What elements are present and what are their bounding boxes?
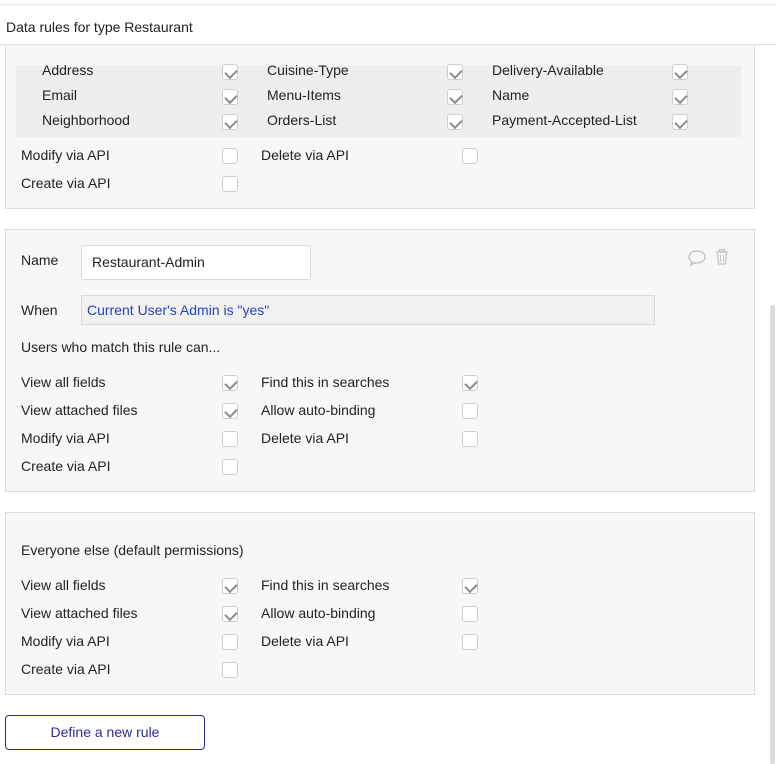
field-checkbox-delivery-available[interactable] xyxy=(672,64,688,80)
field-checkbox-address[interactable] xyxy=(222,64,238,80)
top-delete-api-checkbox[interactable] xyxy=(462,148,478,164)
define-new-rule-button[interactable]: Define a new rule xyxy=(5,715,205,750)
scrollbar-thumb[interactable] xyxy=(770,305,775,764)
admin-create-api-checkbox[interactable] xyxy=(222,459,238,475)
field-checkbox-cuisine-type[interactable] xyxy=(447,64,463,80)
field-label-delivery-available: Delivery-Available xyxy=(492,62,604,78)
field-checkbox-menu-items[interactable] xyxy=(447,89,463,105)
admin-delete-api-label: Delete via API xyxy=(261,430,349,446)
rule-name-input[interactable]: Restaurant-Admin xyxy=(81,245,311,280)
admin-view-all-checkbox[interactable] xyxy=(222,375,238,391)
default-modify-api-label: Modify via API xyxy=(21,633,110,649)
field-label-payment-accepted-list: Payment-Accepted-List xyxy=(492,112,637,128)
field-checkbox-name[interactable] xyxy=(672,89,688,105)
default-delete-api-label: Delete via API xyxy=(261,633,349,649)
name-label: Name xyxy=(21,252,59,268)
field-checkbox-neighborhood[interactable] xyxy=(222,114,238,130)
admin-view-files-label: View attached files xyxy=(21,402,138,418)
top-modify-api-checkbox[interactable] xyxy=(222,148,238,164)
admin-modify-api-checkbox[interactable] xyxy=(222,431,238,447)
default-find-searches-checkbox[interactable] xyxy=(462,578,478,594)
field-checkbox-payment-accepted-list[interactable] xyxy=(672,114,688,130)
admin-auto-binding-label: Allow auto-binding xyxy=(261,402,376,418)
top-delete-api-label: Delete via API xyxy=(261,147,349,163)
admin-create-api-label: Create via API xyxy=(21,458,111,474)
default-auto-binding-label: Allow auto-binding xyxy=(261,605,376,621)
admin-modify-api-label: Modify via API xyxy=(21,430,110,446)
page-title: Data rules for type Restaurant xyxy=(6,19,193,35)
admin-find-searches-label: Find this in searches xyxy=(261,374,390,390)
field-label-neighborhood: Neighborhood xyxy=(42,112,130,128)
default-create-api-label: Create via API xyxy=(21,661,111,677)
default-view-files-checkbox[interactable] xyxy=(222,606,238,622)
default-find-searches-label: Find this in searches xyxy=(261,577,390,593)
admin-view-files-checkbox[interactable] xyxy=(222,403,238,419)
trash-icon[interactable] xyxy=(714,248,730,266)
field-checkbox-email[interactable] xyxy=(222,89,238,105)
field-label-name: Name xyxy=(492,87,530,103)
default-permissions-title: Everyone else (default permissions) xyxy=(21,542,244,558)
field-label-cuisine-type: Cuisine-Type xyxy=(267,62,349,78)
field-label-email: Email xyxy=(42,87,78,103)
default-create-api-checkbox[interactable] xyxy=(222,662,238,678)
match-rule-text: Users who match this rule can... xyxy=(21,339,221,355)
field-checkbox-orders-list[interactable] xyxy=(447,114,463,130)
default-delete-api-checkbox[interactable] xyxy=(462,634,478,650)
top-create-api-checkbox[interactable] xyxy=(222,176,238,192)
default-auto-binding-checkbox[interactable] xyxy=(462,606,478,622)
default-view-all-checkbox[interactable] xyxy=(222,578,238,594)
top-create-api-label: Create via API xyxy=(21,175,111,191)
field-label-menu-items: Menu-Items xyxy=(267,87,341,103)
comment-icon[interactable] xyxy=(687,249,707,267)
admin-find-searches-checkbox[interactable] xyxy=(462,375,478,391)
field-label-address: Address xyxy=(42,62,94,78)
when-label: When xyxy=(21,302,58,318)
default-view-files-label: View attached files xyxy=(21,605,138,621)
admin-auto-binding-checkbox[interactable] xyxy=(462,403,478,419)
when-condition-input[interactable]: Current User's Admin is "yes" xyxy=(81,295,655,325)
default-view-all-label: View all fields xyxy=(21,577,106,593)
top-modify-api-label: Modify via API xyxy=(21,147,110,163)
admin-delete-api-checkbox[interactable] xyxy=(462,431,478,447)
admin-view-all-label: View all fields xyxy=(21,374,106,390)
field-label-orders-list: Orders-List xyxy=(267,112,337,128)
top-divider xyxy=(0,4,776,5)
default-modify-api-checkbox[interactable] xyxy=(222,634,238,650)
